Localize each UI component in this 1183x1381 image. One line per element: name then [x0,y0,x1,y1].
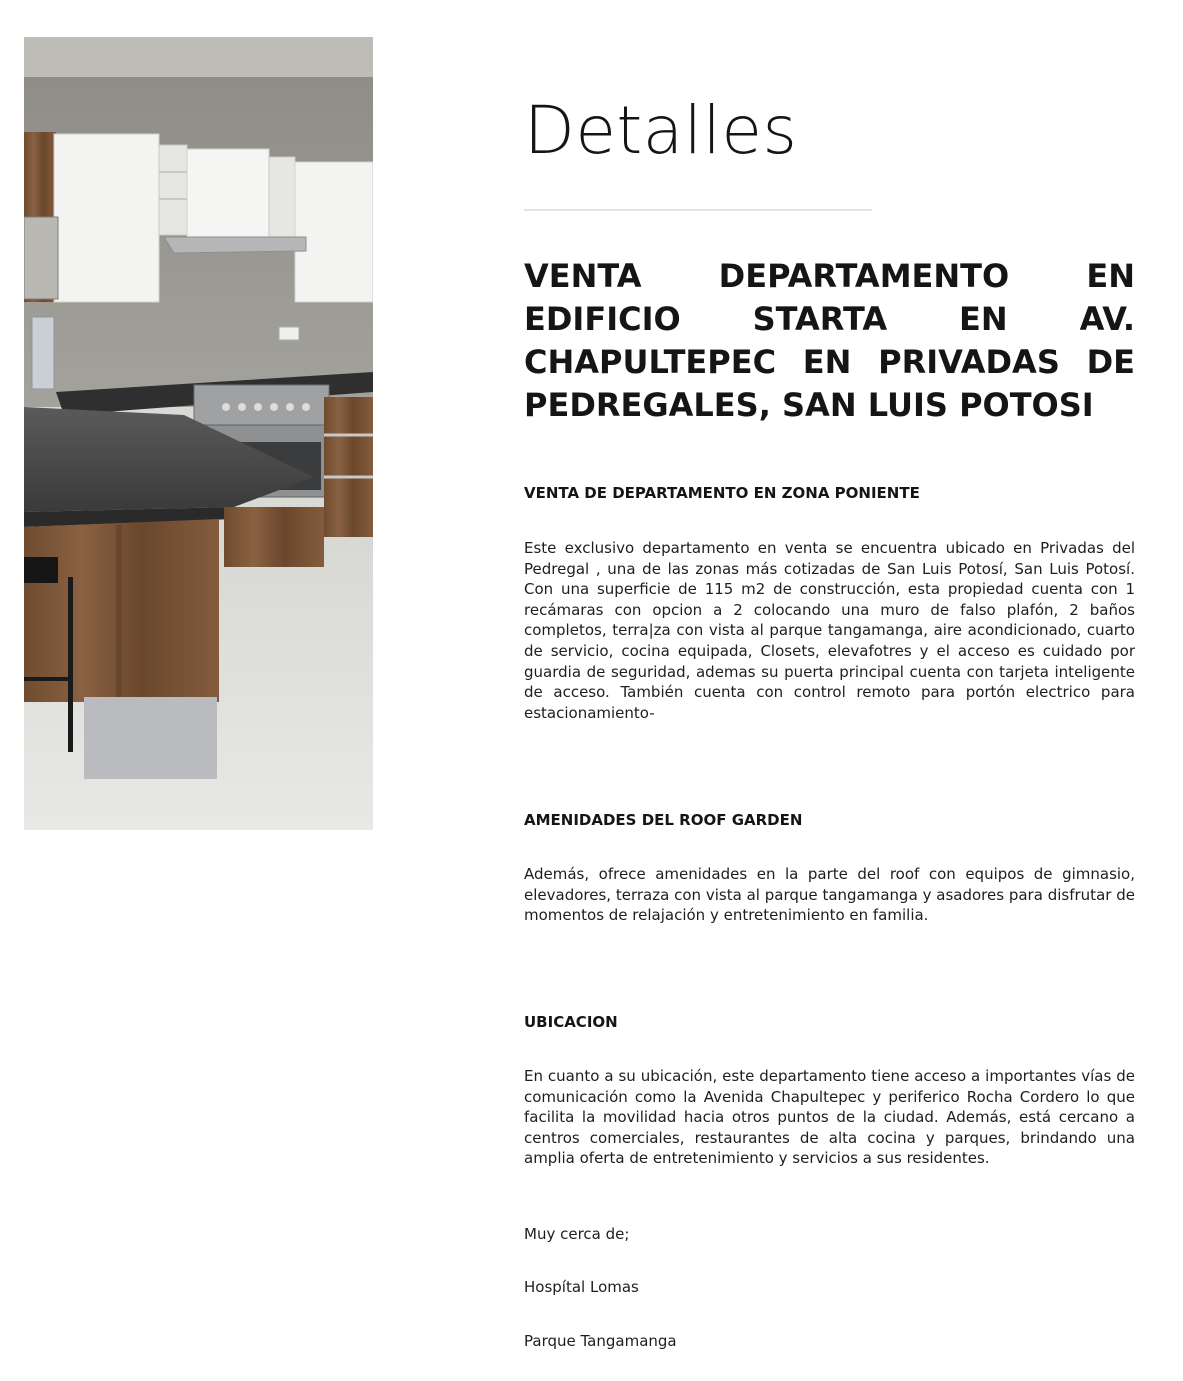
nearby-place: Parque Tangamanga [524,1332,677,1350]
open-shelf-right [269,157,295,237]
ceiling [24,37,373,77]
title-divider [524,209,872,211]
section-heading: AMENIDADES DEL ROOF GARDEN [524,811,803,829]
section-body: Además, ofrece amenidades en la parte del roof con equipos de gimnasio, elevadores, terraza con vista al parque tangamanga y asadores para disfrutar de momentos de relajación y entretenimiento en familia. [524,865,1135,925]
lower-drawers [324,397,373,537]
property-photo [24,37,373,830]
bar-stool-seat [24,557,58,583]
listing-headline: VENTA DEPARTAMENTO EN EDIFICIO STARTA EN AV. CHAPULTEPEC EN PRIVADAS DE PEDREGALES, SAN LUIS POTOSI [524,257,1135,424]
section-body: En cuanto a su ubicación, este departamento tiene acceso a importantes vías de comunicación como la Avenida Chapultepec y periferico Rocha Cordero lo que facilita la movilidad hacia otros puntos de la ciudad. Además, está cercano a centros comerciales, restaurantes de alta cocina y parques, brindando una amplia oferta de entretenimiento y servicios a sus residentes. [524,1067,1135,1168]
upper-cabinet-right [295,162,373,302]
upper-cabinet-center [187,149,269,237]
page-title: Detalles [524,92,798,169]
open-shelf [159,145,187,235]
section-heading: UBICACION [524,1013,618,1031]
island-base [84,697,217,779]
upper-cabinet-left [54,134,159,302]
section-body: Este exclusivo departamento en venta se encuentra ubicado en Privadas del Pedregal , una de las zonas más cotizadas de San Luis Potosí, San Luis Potosí. Con una superficie de 115 m2 de construcción, esta propiedad cuenta con 1 recámaras con opcion a 2 colocando una muro de falso plafón, 2 baños completos, terra|za con vista al parque tangamanga, aire acondicionado, cuarto de servicio, cocina equipada, Closets, elevafotres y el acceso es cuidado por guardia de seguridad, ademas su puerta principal cuenta con tarjeta inteligente de acceso. También cuenta con control remoto para portón electrico para estacionamiento- [524,539,1135,722]
microwave [24,217,58,299]
range-hood [164,237,306,253]
blender [32,317,54,389]
section-heading: VENTA DE DEPARTAMENTO EN ZONA PONIENTE [524,484,920,502]
bar-stool-leg [68,577,73,752]
nearby-place: Hospítal Lomas [524,1278,639,1296]
nearby-intro: Muy cerca de; [524,1225,630,1243]
